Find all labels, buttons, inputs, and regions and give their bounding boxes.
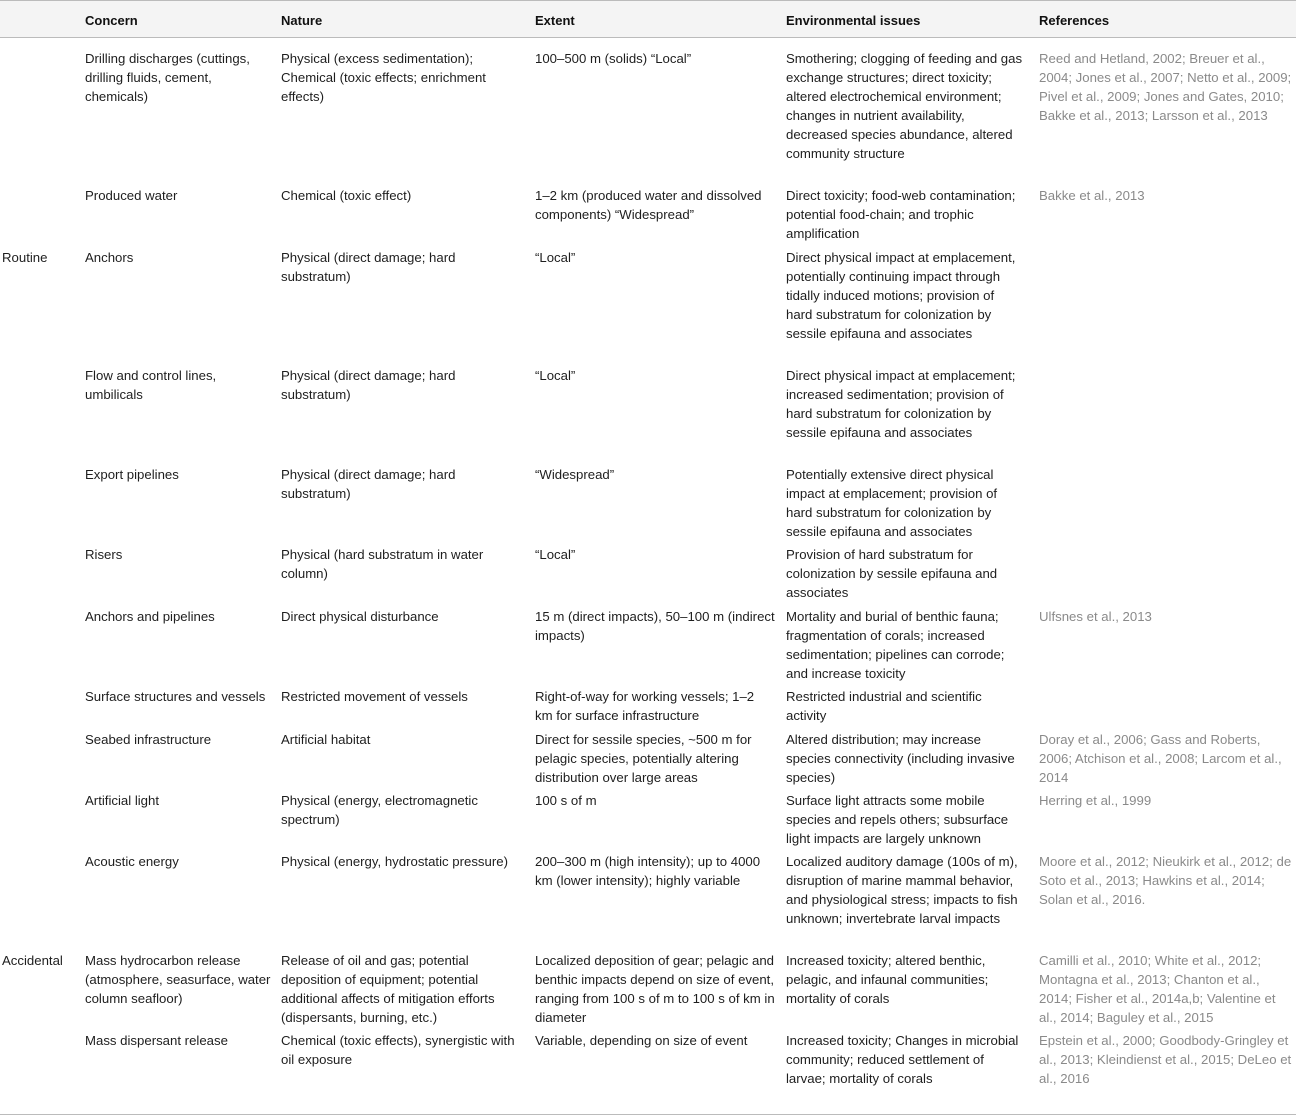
concern-cell: Artificial light — [85, 793, 160, 808]
issues-cell: Increased toxicity; Changes in microbial community; reduced settlement of larvae; mortality of corals — [786, 1033, 1019, 1086]
group-label-routine: Routine — [2, 250, 48, 265]
nature-cell: Physical (hard substratum in water column) — [281, 547, 484, 581]
header-nature: Nature — [281, 13, 323, 28]
extent-cell: “Local” — [535, 250, 576, 265]
extent-cell: 200–300 m (high intensity); up to 4000 km (lower intensity); highly variable — [535, 854, 761, 888]
concern-cell: Flow and control lines, umbilicals — [85, 368, 217, 402]
extent-cell: 15 m (direct impacts), 50–100 m (indirect impacts) — [535, 609, 775, 643]
nature-cell: Physical (direct damage; hard substratum) — [281, 368, 456, 402]
issues-cell: Direct toxicity; food-web contamination; potential food-chain; and trophic amplification — [786, 188, 1016, 241]
references-cell: Moore et al., 2012; Nieukirk et al., 2012; de Soto et al., 2013; Hawkins et al., 2014; Solan et al., 2016. — [1039, 854, 1292, 907]
nature-cell: Physical (direct damage; hard substratum) — [281, 250, 456, 284]
references-cell: Doray et al., 2006; Gass and Roberts, 2006; Atchison et al., 2008; Larcom et al., 2014 — [1039, 732, 1282, 785]
concern-cell: Produced water — [85, 188, 178, 203]
nature-cell: Restricted movement of vessels — [281, 689, 468, 704]
nature-cell: Physical (excess sedimentation); Chemical (toxic effects; enrichment effects) — [281, 51, 486, 104]
extent-cell: Localized deposition of gear; pelagic and benthic impacts depend on size of event, ranging from 100 s of m to 100 s of km in diameter — [535, 953, 775, 1025]
issues-cell: Smothering; clogging of feeding and gas exchange structures; direct toxicity; altered electrochemical environment; changes in nutrient availability, decreased species abundance, altered community structure — [786, 51, 1023, 161]
nature-cell: Chemical (toxic effect) — [281, 188, 412, 203]
nature-cell: Direct physical disturbance — [281, 609, 439, 624]
extent-cell: 1–2 km (produced water and dissolved components) “Widespread” — [535, 188, 762, 222]
header-references: References — [1039, 13, 1110, 28]
issues-cell: Restricted industrial and scientific activity — [786, 689, 982, 723]
issues-cell: Surface light attracts some mobile species and repels others; subsurface light impacts are largely unknown — [786, 793, 1009, 846]
extent-cell: “Widespread” — [535, 467, 615, 482]
issues-cell: Provision of hard substratum for colonization by sessile epifauna and associates — [786, 547, 998, 600]
table-header-row — [0, 0, 1296, 38]
concern-cell: Mass dispersant release — [85, 1033, 228, 1048]
issues-cell: Direct physical impact at emplacement; increased sedimentation; provision of hard substratum for colonization by sessile epifauna and associates — [786, 368, 1016, 440]
header-extent: Extent — [535, 13, 575, 28]
nature-cell: Artificial habitat — [281, 732, 371, 747]
references-cell: Reed and Hetland, 2002; Breuer et al., 2004; Jones et al., 2007; Netto et al., 2009; Pivel et al., 2009; Jones and Gates, 2010; Bakke et al., 2013; Larsson et al., 2013 — [1039, 51, 1292, 123]
issues-cell: Mortality and burial of benthic fauna; fragmentation of corals; increased sedimentation; pipelines can corrode; and increase toxicity — [786, 609, 1005, 681]
nature-cell: Physical (energy, electromagnetic spectrum) — [281, 793, 478, 827]
concern-cell: Acoustic energy — [85, 854, 179, 869]
issues-cell: Potentially extensive direct physical impact at emplacement; provision of hard substratum for colonization by sessile epifauna and associates — [786, 467, 998, 539]
nature-cell: Chemical (toxic effects), synergistic with oil exposure — [281, 1033, 515, 1067]
issues-cell: Direct physical impact at emplacement, potentially continuing impact through tidally induced motions; provision of hard substratum for colonization by sessile epifauna and associates — [786, 250, 1016, 341]
concern-cell: Export pipelines — [85, 467, 179, 482]
concern-cell: Surface structures and vessels — [85, 689, 266, 704]
concern-cell: Seabed infrastructure — [85, 732, 212, 747]
concern-cell: Anchors — [85, 250, 134, 265]
references-cell: Ulfsnes et al., 2013 — [1039, 609, 1152, 624]
table-bottom-rule — [0, 1114, 1296, 1115]
concern-cell: Mass hydrocarbon release (atmosphere, seasurface, water column seafloor) — [85, 953, 271, 1006]
nature-cell: Physical (energy, hydrostatic pressure) — [281, 854, 508, 869]
extent-cell: “Local” — [535, 547, 576, 562]
extent-cell: “Local” — [535, 368, 576, 383]
header-environmental-issues: Environmental issues — [786, 13, 921, 28]
references-cell: Herring et al., 1999 — [1039, 793, 1152, 808]
extent-cell: 100–500 m (solids) “Local” — [535, 51, 692, 66]
references-cell: Epstein et al., 2000; Goodbody-Gringley et al., 2013; Kleindienst et al., 2015; DeLeo et al., 2016 — [1039, 1033, 1292, 1086]
concern-cell: Anchors and pipelines — [85, 609, 215, 624]
extent-cell: 100 s of m — [535, 793, 597, 808]
extent-cell: Direct for sessile species, ~500 m for pelagic species, potentially altering distribution over large areas — [535, 732, 752, 785]
issues-cell: Increased toxicity; altered benthic, pelagic, and infaunal communities; mortality of corals — [786, 953, 989, 1006]
nature-cell: Physical (direct damage; hard substratum) — [281, 467, 456, 501]
references-cell: Camilli et al., 2010; White et al., 2012; Montagna et al., 2013; Chanton et al., 2014; Fisher et al., 2014a,b; Valentine et al., 2014; Baguley et al., 2015 — [1039, 953, 1276, 1025]
extent-cell: Right-of-way for working vessels; 1–2 km for surface infrastructure — [535, 689, 755, 723]
header-concern: Concern — [85, 13, 138, 28]
issues-cell: Localized auditory damage (100s of m), disruption of marine mammal behavior, and physiological stress; impacts to fish unknown; invertebrate larval impacts — [786, 854, 1018, 926]
references-cell: Bakke et al., 2013 — [1039, 188, 1145, 203]
group-label-accidental: Accidental — [2, 953, 63, 968]
extent-cell: Variable, depending on size of event — [535, 1033, 748, 1048]
nature-cell: Release of oil and gas; potential deposition of equipment; potential additional affects of mitigation efforts (dispersants, burning, etc.) — [281, 953, 495, 1025]
concern-cell: Drilling discharges (cuttings, drilling fluids, cement, chemicals) — [85, 51, 250, 104]
concern-cell: Risers — [85, 547, 123, 562]
issues-cell: Altered distribution; may increase species connectivity (including invasive species) — [786, 732, 1015, 785]
